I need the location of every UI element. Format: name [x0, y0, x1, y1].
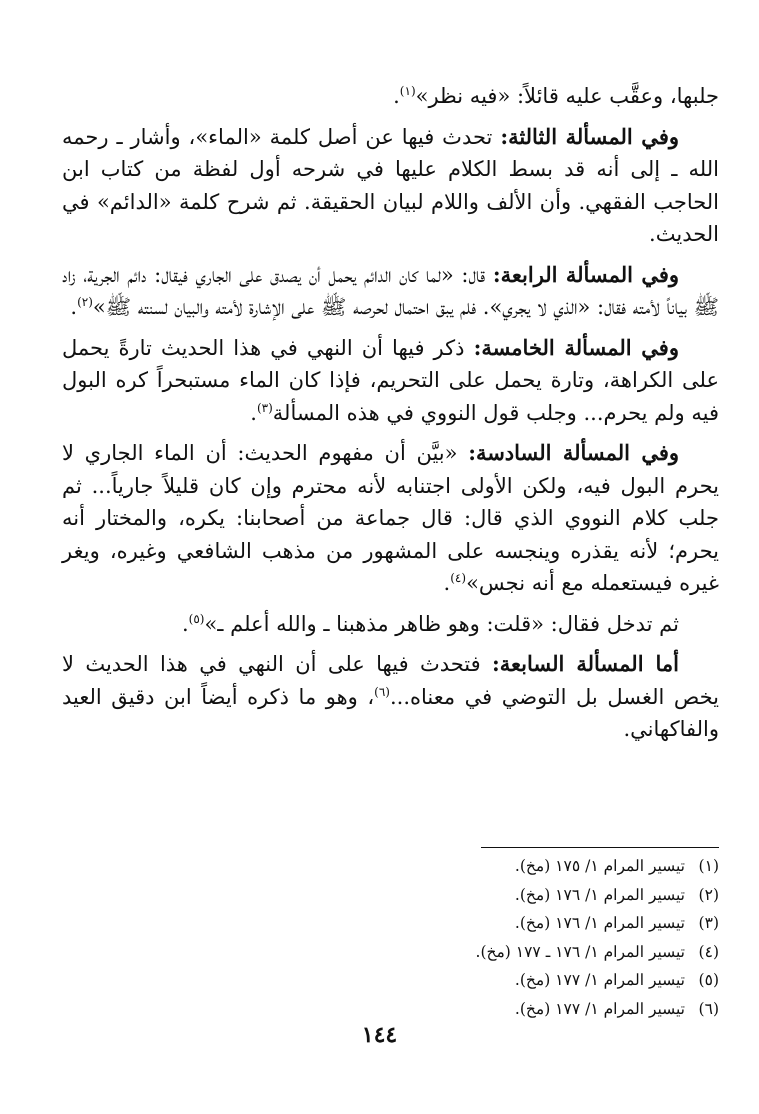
paragraph-4	[62, 332, 719, 430]
paragraph-3	[62, 259, 719, 324]
footnote-number: (٥)	[698, 971, 719, 989]
footnote-text: تيسير المرام ١/ ١٧٦ ـ ١٧٧ (مخ).	[475, 942, 685, 961]
footnote-item	[200, 995, 719, 1024]
paragraph-lead: وفي المسألة السادسة:	[468, 440, 680, 465]
paragraph-lead: وفي المسألة الثالثة:	[500, 123, 679, 149]
footnote-ref[interactable]: (١)	[399, 84, 416, 98]
paragraph-tail: .	[393, 84, 400, 108]
paragraph-tail: .	[70, 295, 78, 319]
footnote-number: (٦)	[698, 999, 719, 1018]
paragraph-text: ذكر فيها أن النهي في هذا الحديث تارةً يحمل على الكراهة، وتارة يحمل على التحريم، فإذا كان الماء مستبحراً كره البول فيه ولم يحرم... وجلب قول النووي في هذه المسألة	[62, 335, 719, 425]
footnote-divider	[481, 847, 719, 848]
paragraph-tail: .	[443, 571, 451, 595]
paragraph-text: «بيَّن أن مفهوم الحديث: أن الماء الجاري لا يحرم البول فيه، ولكن الأولى اجتنابه لأنه محترم وإن كان قليلاً جارياً... ثم جلب كلام النووي الذي قال: قال جماعة من أصحابنا: يكره، والمختار أنه يحرم؛ لأنه يقذره وينجسه على المشهور من مذهب الشافعي وغيره، ويغر غيره فيستعمله مع أنه نجس»	[62, 441, 719, 595]
footnotes	[200, 852, 719, 1023]
paragraph-text: تحدث فيها عن أصل كلمة «الماء»، وأشار ـ رحمه الله ـ إلى أنه قد بسط الكلام عليها في شرحه أول لفظة من كتاب ابن الحاجب الفقهي. وأن الألف واللام لبيان الحقيقة. ثم شرح كلمة «الدائم» في الحديث.	[62, 124, 719, 246]
footnote-text: تيسير المرام ١/ ١٧٥ (مخ).	[514, 857, 685, 875]
footnote-item	[200, 938, 719, 967]
footnote-number: (٣)	[698, 914, 719, 932]
footnote-item	[200, 852, 719, 881]
footnote-ref[interactable]: (٦)	[374, 684, 390, 699]
footnote-text: تيسير المرام ١/ ١٧٦ (مخ).	[514, 914, 685, 932]
paragraph-text: ثم تدخل فقال: «قلت: وهو ظاهر مذهبنا ـ والله أعلم ـ»	[204, 611, 679, 636]
paragraph-tail: .	[181, 611, 189, 636]
paragraph-tail: ، وهو ما ذكره أيضاً ابن دقيق العيد والفاكهاني.	[62, 684, 719, 741]
paragraph-lead: وفي المسألة الخامسة:	[473, 334, 679, 360]
main-text	[62, 80, 719, 754]
footnote-ref[interactable]: (٤)	[450, 571, 467, 585]
footnote-number: (٤)	[698, 942, 719, 961]
page-number: ١٤٤	[361, 1022, 398, 1048]
footnote-number: (٢)	[698, 885, 719, 904]
paragraph-1	[62, 80, 719, 113]
footnote-text: تيسير المرام ١/ ١٧٦ (مخ).	[514, 885, 685, 904]
paragraph-lead: أما المسألة السابعة:	[492, 651, 679, 676]
paragraph-7	[62, 648, 719, 746]
paragraph-6	[62, 608, 719, 641]
paragraph-lead: وفي المسألة الرابعة:	[492, 261, 680, 287]
paragraph-tail: .	[250, 400, 257, 425]
paragraph-text: فتحدث فيها على أن النهي في هذا الحديث لا يخص الغسل بل التوضي في معناه...	[62, 652, 719, 709]
footnote-item	[200, 909, 719, 938]
footnote-text: تيسير المرام ١/ ١٧٧ (مخ).	[514, 971, 685, 989]
paragraph-text: جلبها، وعقَّب عليه قائلاً: «فيه نظر»	[415, 84, 719, 108]
footnote-ref[interactable]: (٢)	[77, 295, 93, 309]
footnote-ref[interactable]: (٥)	[188, 611, 205, 626]
paragraph-5	[62, 437, 719, 600]
footnote-item	[200, 966, 719, 995]
footnote-ref[interactable]: (٣)	[256, 400, 273, 415]
paragraph-text: قال: «لما كان الدائم يحمل أن يصدق على الجاري فيقال: دائم الجرية، زاد ﷺ بياناً لأمته فقال: «الذي لا يجري». فلم يبق احتمال لحرصه ﷺ على الإشارة لأمته والبيان لسنته ﷺ»	[62, 262, 719, 319]
footnote-item	[200, 881, 719, 910]
footnote-number: (١)	[698, 857, 719, 875]
paragraph-2	[62, 121, 719, 251]
footnote-text: تيسير المرام ١/ ١٧٧ (مخ).	[514, 999, 685, 1018]
